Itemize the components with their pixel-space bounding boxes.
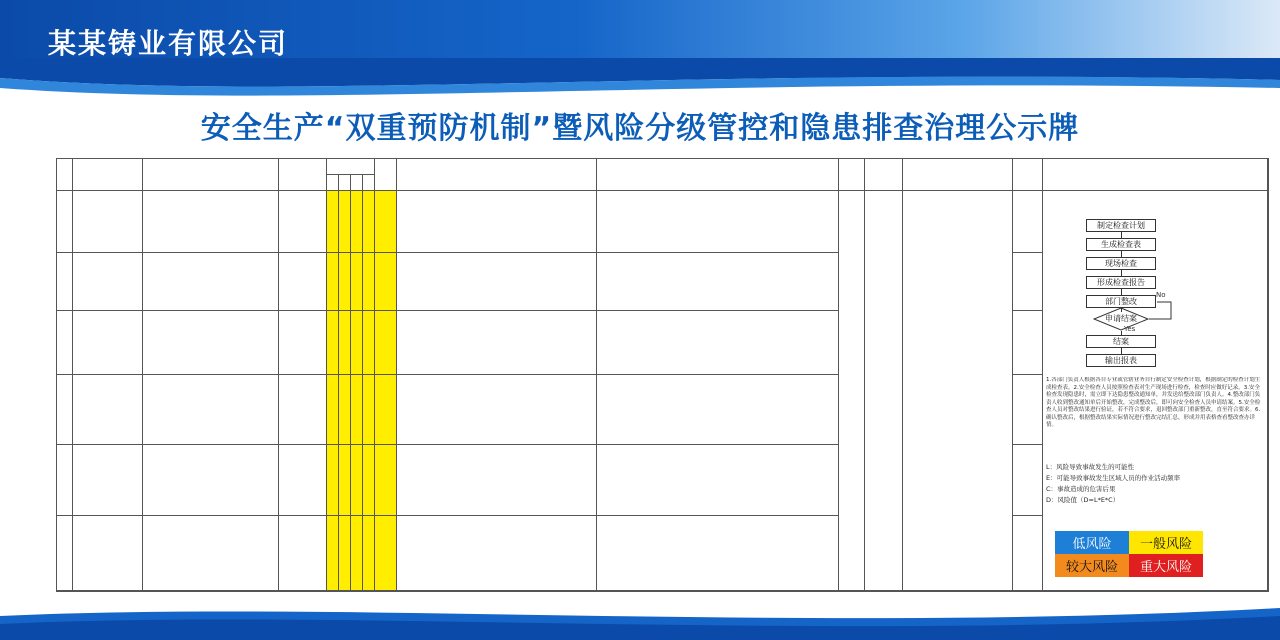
lec-c-value [351,375,363,445]
location-name [73,445,143,516]
location-name [73,253,143,311]
flow-step-6: 申请结案 [1105,314,1137,323]
legend-e-definition: E：可能导致事故发生区域人员的作业活动频率 [1046,474,1181,482]
flow-step-4: 形成检查报告 [1086,276,1156,289]
lec-e-value [339,253,351,311]
header-cell-emerg [903,159,1013,191]
lec-l-value [327,445,339,516]
company-name: 某某铸业有限公司 [48,27,289,60]
lec-d-value [363,445,375,516]
procedure-notes: 1.各部门负责人根据各自专业或管辖业务自行制定安全检查计划，根据制定的检查计划生成检查表。2.安全检查人员按照检查表对生产现场进行检查，检查时应做好记录。3.安全检查发现隐患时，需立即下达隐患整改通知单，并发送给整改部门负责人。4.整改部门负责人收到整改通知单后开始整改，完成整改后，即可向安全检查人员申请结案。5.安全检查人员对整改结果进行验证，若不符合要求，退回整改部门重新整改，直至符合要求。6.确认整改后，根据整改结果实际情况进行整改完结汇总，形成并用表格查看整改查办详情。 [1046,377,1261,428]
risk-description [143,191,279,253]
lec-d-value [363,516,375,591]
flow-connector [1121,331,1122,335]
header-cell-loc [73,159,143,191]
engineering-measures [397,445,597,516]
management-measures [597,311,839,375]
flow-step-3: 现场检查 [1086,257,1156,270]
engineering-measures [397,311,597,375]
lec-c-value [351,516,363,591]
row-number [57,311,73,375]
risk-description [143,516,279,591]
hazard-type [279,253,327,311]
risk-description [143,253,279,311]
row-number [57,375,73,445]
location-name [73,311,143,375]
lec-header-top [327,159,375,175]
lec-l-value [327,375,339,445]
risk-level [375,375,397,445]
management-measures [597,445,839,516]
row-number [57,191,73,253]
lec-d-value [363,191,375,253]
header-cell-mgmt [597,159,839,191]
control-level [1013,311,1043,375]
risk-level [375,191,397,253]
risk-description [143,311,279,375]
training-measures [839,191,865,591]
lec-d-value [363,311,375,375]
flow-yes-label: Yes [1124,325,1136,333]
flow-connector [1121,270,1122,276]
risk-level [375,516,397,591]
header-cell-eng [397,159,597,191]
management-measures [597,375,839,445]
flow-step-7: 结案 [1086,335,1156,348]
flow-connector [1121,308,1122,312]
lec-e-value [339,191,351,253]
row-number [57,253,73,311]
hazard-type [279,516,327,591]
flow-step-8: 输出报表 [1086,354,1156,367]
legend-high-risk: 较大风险 [1055,554,1129,577]
emergency-measures [903,191,1013,591]
lec-c-value [351,191,363,253]
lec-l-value [327,253,339,311]
lec-e-value [339,516,351,591]
location-name [73,191,143,253]
flow-connector [1121,251,1122,257]
ppe-measures [865,191,903,591]
legend-c-definition: C：事故造成的危害后果 [1046,485,1116,493]
management-measures [597,516,839,591]
flow-connector [1121,289,1122,295]
lec-letter-e [339,175,351,191]
header-cell-no [57,159,73,191]
risk-description [143,445,279,516]
lec-letter-c [351,175,363,191]
legend-major-risk: 重大风险 [1129,554,1203,577]
lec-c-value [351,445,363,516]
lec-e-value [339,311,351,375]
lec-letter-d [363,175,375,191]
legend-general-risk: 一般风险 [1129,531,1203,554]
row-number [57,516,73,591]
management-measures [597,253,839,311]
risk-description [143,375,279,445]
flow-no-loop [1149,300,1179,324]
location-name [73,516,143,591]
control-level [1013,516,1043,591]
hazard-type [279,311,327,375]
engineering-measures [397,516,597,591]
engineering-measures [397,253,597,311]
risk-level [375,311,397,375]
header-cell-haz [279,159,327,191]
management-measures [597,191,839,253]
flow-no-label: No [1156,291,1166,299]
header-cell-staff [865,159,903,191]
control-level [1013,191,1043,253]
header-wave [0,58,1280,106]
lec-e-value [339,375,351,445]
header-cell-level [375,159,397,191]
flow-step-2: 生成检查表 [1086,238,1156,251]
hazard-type [279,191,327,253]
engineering-measures [397,375,597,445]
lec-c-value [351,253,363,311]
lec-c-value [351,311,363,375]
footer-wave [0,598,1280,640]
row-number [57,445,73,516]
risk-level [375,253,397,311]
lec-d-value [363,375,375,445]
lec-letter-l [327,175,339,191]
legend-low-risk: 低风险 [1055,531,1129,554]
flow-connector [1121,232,1122,238]
header-cell-ctrl [1013,159,1043,191]
lec-l-value [327,516,339,591]
page-title: 安全生产“双重预防机制”暨风险分级管控和隐患排查治理公示牌 [200,111,1080,146]
lec-l-value [327,311,339,375]
header-cell-flow [1043,159,1268,191]
flow-step-5: 部门整改 [1086,295,1156,308]
lec-l-value [327,191,339,253]
risk-level [375,445,397,516]
lec-d-value [363,253,375,311]
legend-d-definition: D：风险值（D=L*E*C） [1046,496,1120,504]
location-name [73,375,143,445]
engineering-measures [397,191,597,253]
hazard-type [279,445,327,516]
flow-step-1: 制定检查计划 [1086,219,1156,232]
hazard-type [279,375,327,445]
lec-e-value [339,445,351,516]
control-level [1013,375,1043,445]
legend-l-definition: L：风险导致事故发生的可能性 [1046,463,1135,471]
header-cell-desc [143,159,279,191]
control-level [1013,445,1043,516]
control-level [1013,253,1043,311]
flow-connector [1121,348,1122,354]
header-cell-train [839,159,865,191]
